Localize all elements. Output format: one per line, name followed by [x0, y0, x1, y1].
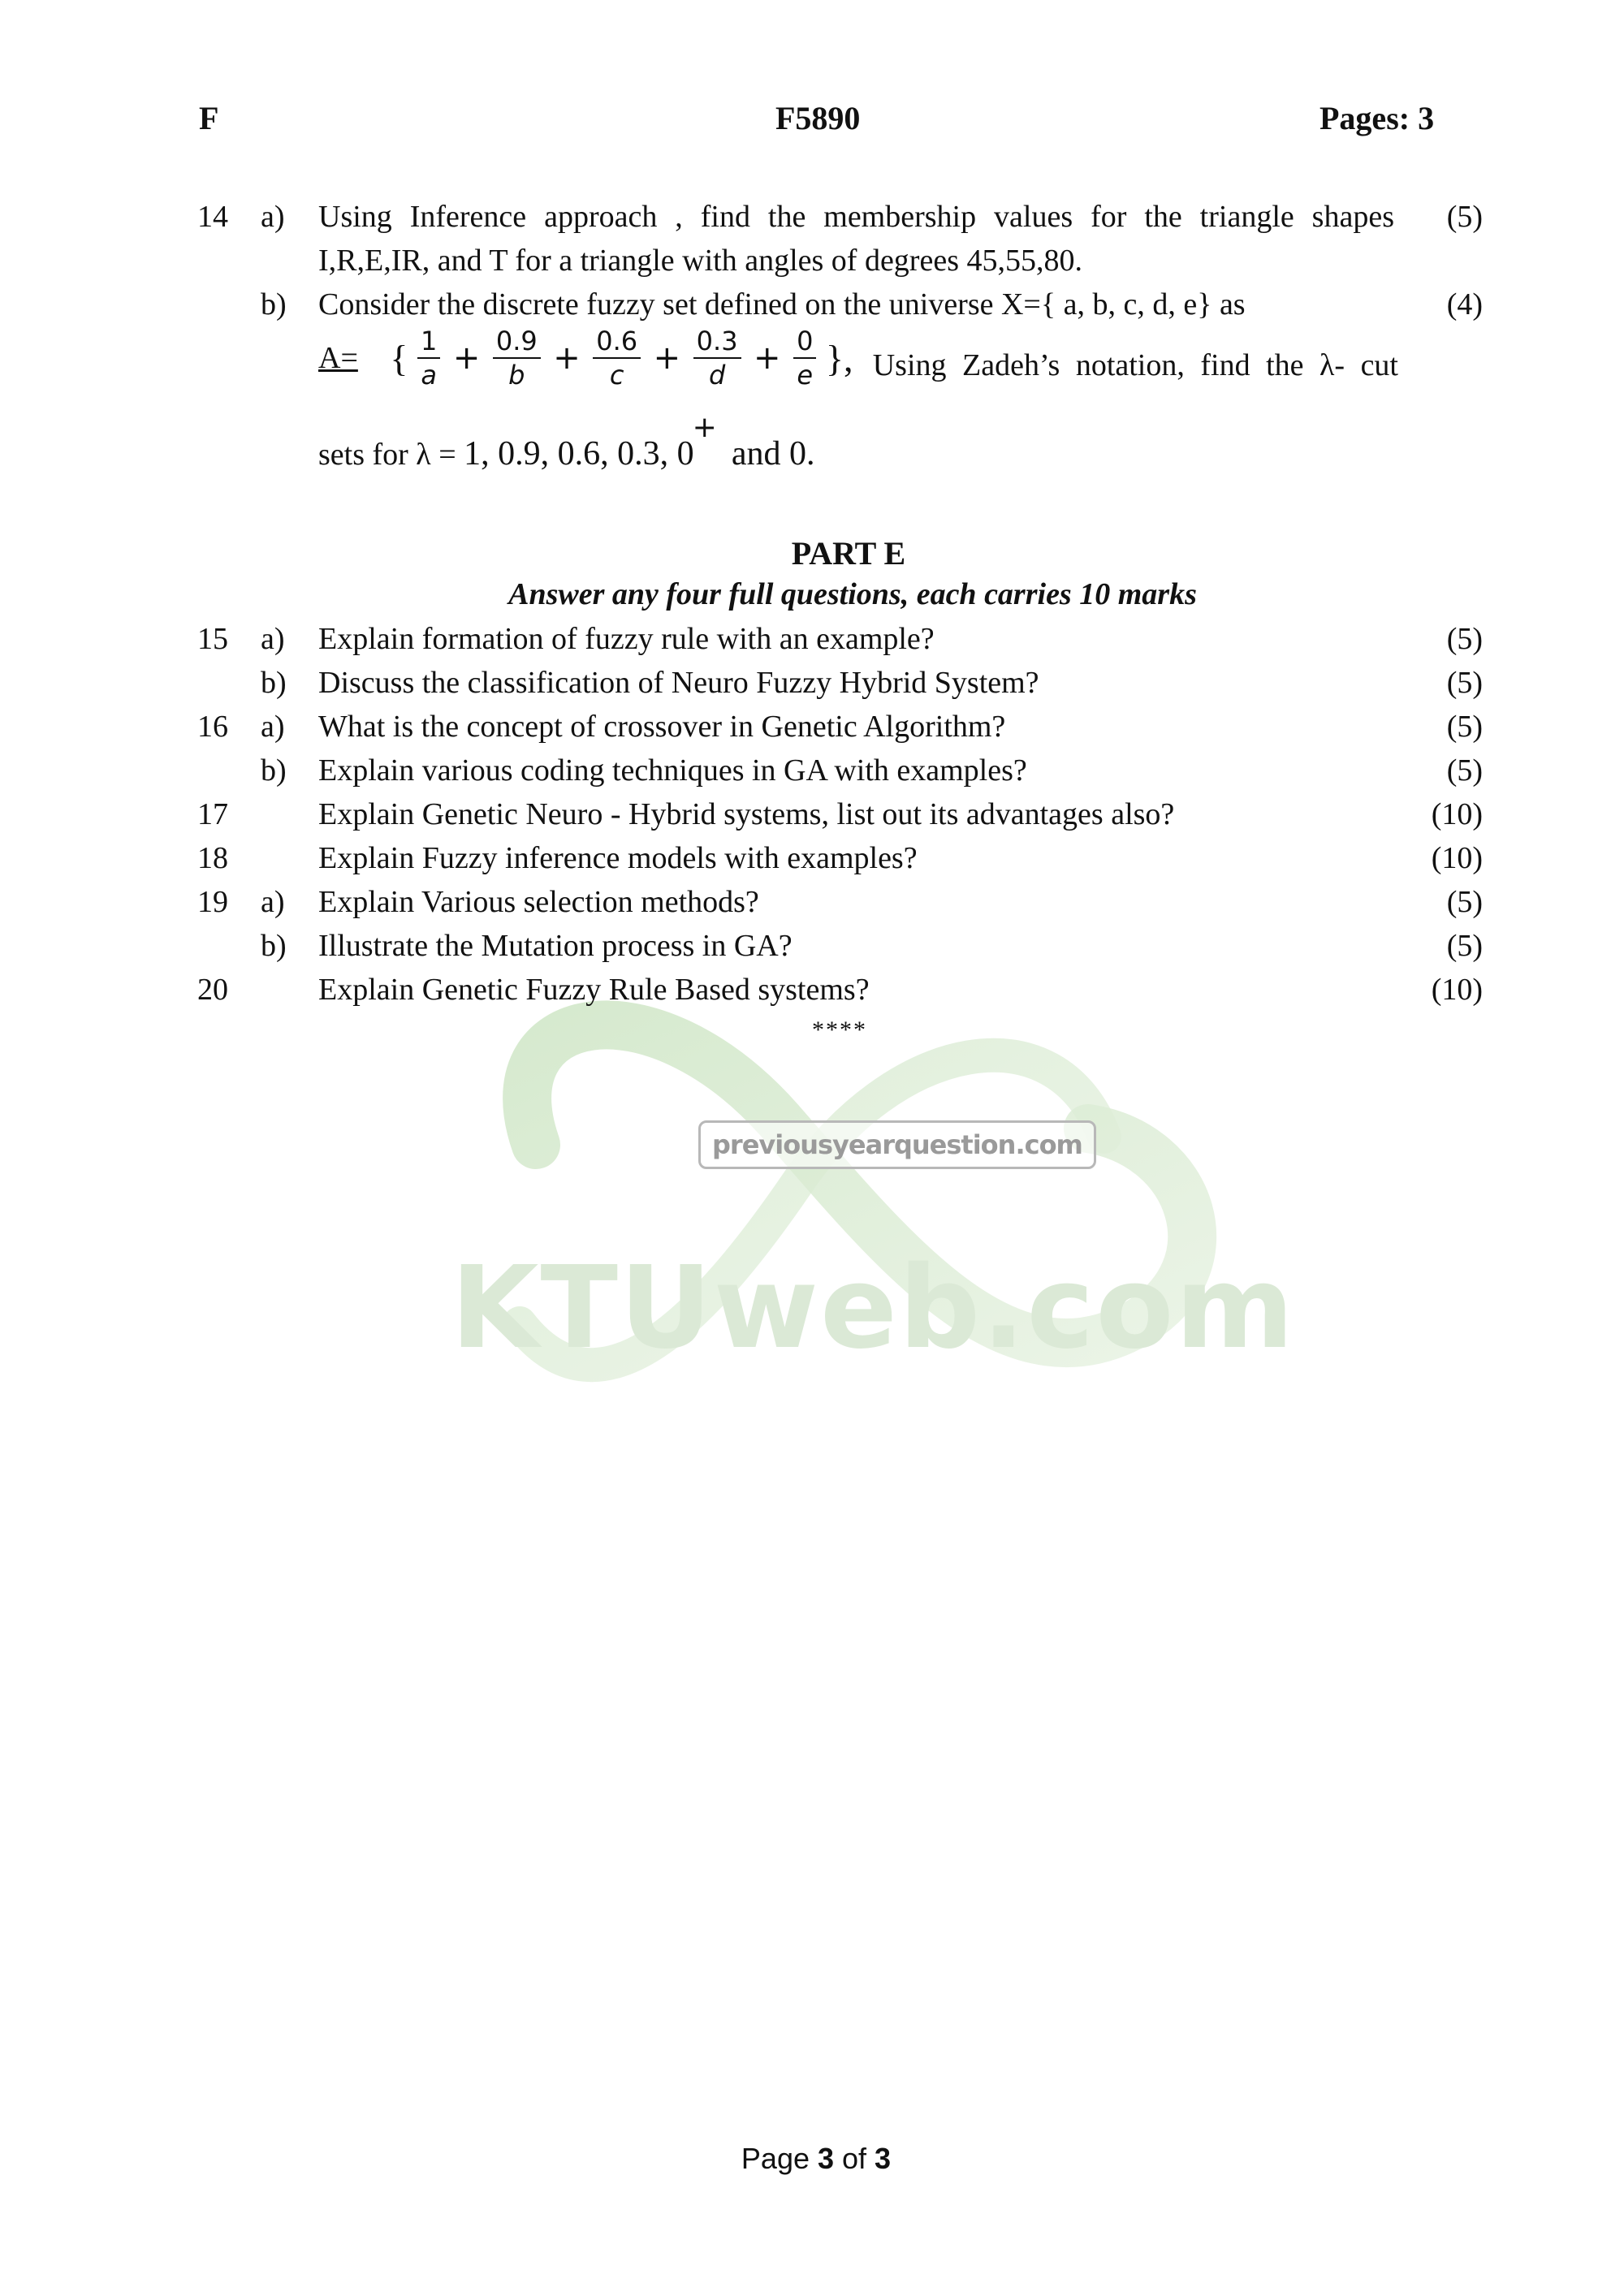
question-row	[0, 924, 1624, 968]
page-count: Pages: 3	[1320, 100, 1435, 136]
question-row	[0, 617, 1624, 661]
footer-mid: of	[834, 2142, 875, 2175]
question-row	[0, 968, 1624, 1012]
question-text: Explain Genetic Neuro - Hybrid systems, list out its advantages also?	[318, 797, 1175, 831]
fraction: $\frac{0.9}{b}$	[493, 325, 541, 391]
header-left-code: F	[199, 100, 219, 136]
marks: (10)	[1431, 797, 1483, 831]
plus-operator: +	[653, 339, 681, 377]
part-instruction: Answer any four full questions, each carries 10 marks	[508, 577, 1197, 611]
question-number: 15	[197, 622, 228, 656]
question-text: Explain various coding techniques in GA with examples?	[318, 753, 1027, 788]
marks: (4)	[1446, 287, 1483, 322]
fraction: $\frac{0.6}{c}$	[593, 325, 641, 391]
marks: (10)	[1431, 973, 1483, 1007]
plus-operator: +	[452, 339, 481, 377]
lambda-suffix: and 0.	[731, 435, 815, 473]
plus-operator: +	[754, 339, 781, 377]
marks: (5)	[1446, 885, 1483, 919]
marks: (5)	[1446, 622, 1483, 656]
open-brace: {	[390, 337, 408, 379]
question-number: 19	[197, 885, 228, 919]
plus-operator: +	[553, 339, 581, 377]
marks: (5)	[1446, 753, 1483, 788]
question-row	[0, 705, 1624, 749]
question-number: 14	[197, 200, 228, 234]
superscript-plus: +	[692, 411, 717, 444]
question-row	[0, 792, 1624, 836]
marks: (5)	[1446, 710, 1483, 744]
fuzzy-set-formula	[318, 325, 1398, 414]
question-14a-line2	[0, 239, 1624, 283]
fraction: $\frac{0}{e}$	[793, 325, 816, 391]
question-text: Using Inference approach , find the membership values for the triangle shapes	[318, 200, 1394, 234]
footer-current-page: 3	[817, 2142, 835, 2175]
page-footer	[0, 2142, 1624, 2176]
sub-label: b)	[261, 753, 287, 788]
fraction: $\frac{0.3}{d}$	[693, 325, 741, 391]
question-text: Using Zadeh’s notation, find the λ- cut	[872, 348, 1398, 382]
lambda-prefix: sets for λ =	[318, 438, 464, 472]
watermark-site: KTUweb.com	[451, 1242, 1296, 1375]
marks: (10)	[1431, 841, 1483, 875]
question-text: Explain Fuzzy inference models with examples?	[318, 841, 918, 875]
question-text: Discuss the classification of Neuro Fuzzy Hybrid System?	[318, 666, 1039, 700]
question-row	[0, 661, 1624, 705]
paper-code: F5890	[775, 100, 861, 136]
sub-label: b)	[261, 287, 287, 322]
marks: (5)	[1446, 666, 1483, 700]
fraction: $\frac{1}{a}$	[417, 325, 440, 391]
question-text: Illustrate the Mutation process in GA?	[318, 929, 793, 963]
sub-label: a)	[261, 885, 285, 919]
question-14b-line1	[0, 283, 1624, 326]
sub-label: b)	[261, 666, 287, 700]
question-row	[0, 749, 1624, 792]
question-text: Explain formation of fuzzy rule with an example?	[318, 622, 935, 656]
sub-label: a)	[261, 200, 285, 234]
question-number: 17	[197, 797, 228, 831]
set-name: A=	[318, 341, 358, 375]
close-brace: },	[825, 337, 853, 379]
question-text: Consider the discrete fuzzy set defined on the universe X={ a, b, c, d, e} as	[318, 287, 1246, 322]
marks: (5)	[1446, 200, 1483, 234]
end-of-paper-mark: ****	[812, 1016, 867, 1043]
marks: (5)	[1446, 929, 1483, 963]
question-14a-line1	[0, 195, 1624, 239]
question-number: 18	[197, 841, 228, 875]
sub-label: b)	[261, 929, 287, 963]
question-text: I,R,E,IR, and T for a triangle with angles of degrees 45,55,80.	[318, 244, 1082, 278]
footer-total-pages: 3	[875, 2142, 892, 2175]
question-row	[0, 836, 1624, 880]
question-text: What is the concept of crossover in Genetic Algorithm?	[318, 710, 1006, 744]
question-row	[0, 880, 1624, 924]
watermark-badge: previousyearquestion.com	[698, 1120, 1096, 1169]
question-text: Explain Various selection methods?	[318, 885, 759, 919]
question-text: Explain Genetic Fuzzy Rule Based systems?	[318, 973, 870, 1007]
lambda-values: 1, 0.9, 0.6, 0.3, 0	[464, 435, 694, 473]
part-title: PART E	[791, 535, 906, 572]
footer-prefix: Page	[741, 2142, 818, 2175]
sub-label: a)	[261, 710, 285, 744]
question-number: 16	[197, 710, 228, 744]
lambda-cut-line	[318, 411, 815, 483]
sub-label: a)	[261, 622, 285, 656]
question-number: 20	[197, 973, 228, 1007]
